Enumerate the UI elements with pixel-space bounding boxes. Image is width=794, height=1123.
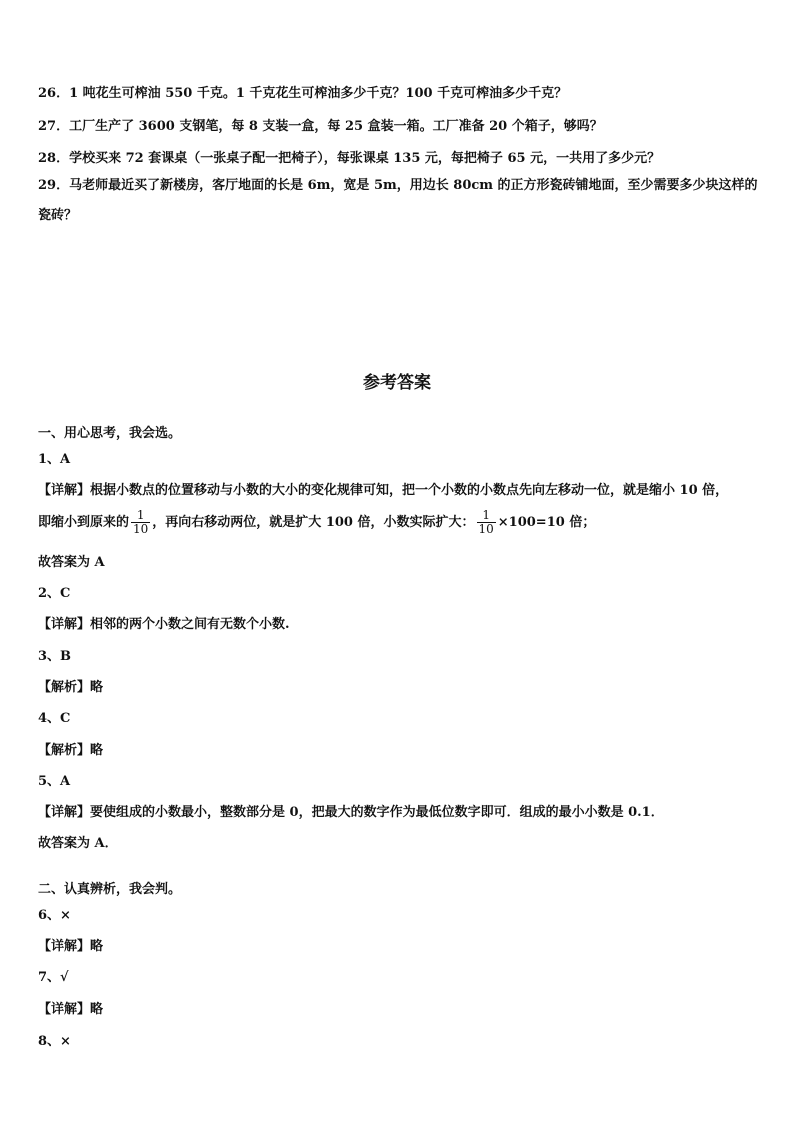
fraction-numerator: 1 <box>136 508 145 522</box>
question-27: 27．工厂生产了 3600 支钢笔，每 8 支装一盒，每 25 盒装一箱。工厂准备 20 个箱子，够吗？ <box>38 119 603 134</box>
fraction-numerator: 1 <box>482 508 490 522</box>
answer-5: 5、A <box>38 774 71 789</box>
question-26: 26．1 吨花生可榨油 550 千克。1 千克花生可榨油多少千克？100 千克可榨油多少千克？ <box>38 86 568 101</box>
answer-7: 7、√ <box>38 970 69 985</box>
section-1-heading: 一、用心思考，我会选。 <box>38 426 182 441</box>
detail-text: ，再向右移动两位，就是扩大 100 倍，小数实际扩大： <box>152 515 475 530</box>
question-28: 28．学校买来 72 套课桌（一张桌子配一把椅子），每张课桌 135 元，每把椅子 65 元，一共用了多少元？ <box>38 151 661 166</box>
answer-1: 1、A <box>38 452 71 467</box>
detail-text: 即缩小到原来的 <box>38 515 130 530</box>
answer-6-detail: 【详解】略 <box>38 939 104 954</box>
detail-text: ×100=10 倍； <box>497 515 596 530</box>
answer-8: 8、× <box>38 1034 71 1049</box>
answer-3: 3、B <box>38 649 72 664</box>
answer-1-conclusion: 故答案为 A <box>38 555 105 570</box>
section-2-heading: 二、认真辨析，我会判。 <box>38 882 182 897</box>
answer-2-detail: 【详解】相邻的两个小数之间有无数个小数. <box>38 617 290 632</box>
answer-6: 6、× <box>38 908 71 923</box>
answer-4-detail: 【解析】略 <box>38 743 104 758</box>
fraction-denominator: 10 <box>133 522 149 536</box>
answer-4: 4、C <box>38 711 71 726</box>
fraction-one-tenth <box>477 509 496 536</box>
answer-2: 2、C <box>38 586 71 601</box>
fraction-denominator: 10 <box>478 522 494 536</box>
question-29: 29．马老师最近买了新楼房，客厅地面的长是 6m，宽是 5m，用边长 80cm 的正方形瓷砖铺地面，至少需要多少块这样的瓷砖？ <box>38 178 758 223</box>
answer-1-detail-line1: 【详解】根据小数点的位置移动与小数的大小的变化规律可知，把一个小数的小数点先向左移动一位，就是缩小 10 倍， <box>38 483 729 498</box>
fraction-one-tenth <box>131 509 150 536</box>
answers-title: 参考答案 <box>363 373 431 393</box>
answer-1-detail-line2 <box>38 509 595 536</box>
answer-7-detail: 【详解】略 <box>38 1002 104 1017</box>
answer-5-detail: 【详解】要使组成的小数最小，整数部分是 0，把最大的数字作为最低位数字即可．组成的最小小数是 0.1． <box>38 805 664 820</box>
answer-3-detail: 【解析】略 <box>38 680 104 695</box>
answer-5-conclusion: 故答案为 A． <box>38 836 118 851</box>
